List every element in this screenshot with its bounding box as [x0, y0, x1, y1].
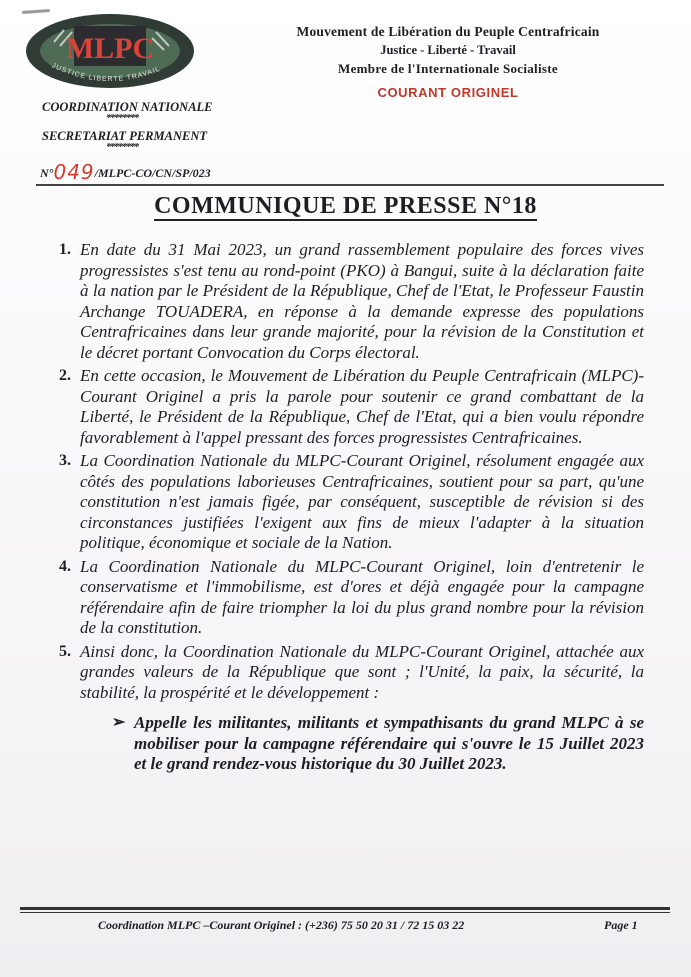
stars-divider: ******** [106, 142, 138, 153]
page-title [0, 193, 691, 220]
arrow-bullet-icon: ➢ [112, 714, 126, 731]
item-number: 1. [59, 241, 71, 258]
letterhead [238, 24, 658, 100]
current-name: COURANT ORIGINEL [377, 85, 519, 100]
secretariat-label: SECRETARIAT PERMANENT [42, 129, 207, 143]
call-to-action [112, 713, 644, 775]
item-text: En cette occasion, le Mouvement de Libération du Peuple Centrafricain (MLPC)-Courant Originel a pris la parole pour soutenir ce grand combattant de la Liberté, le Président de la République, Chef de l'Etat, qui a bien voulu répondre favorablement à l'appel pressant des forces progressistes Centrafricaines. [80, 366, 644, 447]
list-item [59, 240, 644, 363]
motto: Justice - Liberté - Travail [380, 43, 516, 57]
page-number: Page 1 [604, 918, 638, 932]
title-text: COMMUNIQUE DE PRESSE N°18 [154, 193, 537, 219]
call-to-action-text: Appelle les militantes, militants et sympathisants du grand MLPC à se mobiliser pour la campagne référendaire qui s'ouvre le 15 Juillet 2023 et le grand rendez-vous historique du 30 Juillet 2023. [134, 713, 644, 773]
mlpc-logo [24, 12, 196, 90]
membership: Membre de l'Internationale Socialiste [338, 61, 558, 76]
stars-divider: ******** [106, 113, 138, 124]
item-number: 4. [59, 557, 71, 575]
ref-prefix: N° [40, 166, 54, 180]
logo-text: MLPC [65, 32, 155, 65]
logo-ring-text: JUSTICE LIBERTE TRAVAIL [50, 62, 162, 84]
list-item [59, 366, 644, 448]
organization-name: Mouvement de Libération du Peuple Centrafricain [296, 24, 600, 39]
footer-divider [20, 907, 670, 910]
reference-number [40, 158, 211, 182]
item-text: La Coordination Nationale du MLPC-Courant Originel, loin d'entretenir le conservatisme et l'immobilisme, est d'ores et déjà engagée pour la campagne référendaire afin de faire triompher la loi du plus grand nombre pour la révision de la constitution. [80, 556, 644, 637]
item-text: En date du 31 Mai 2023, un grand rassemblement populaire des forces vives progressistes s'est tenu au rond-point (PKO) à Bangui, suite à la déclaration faite à la nation par le Président de la République, Chef de l'Etat, le Professeur Faustin Archange TOUADERA, en réponse à la demande expresse des populations Centrafricaines dans leur grande majorité, pour la révision de la Constitution et le décret portant Convocation du Corps électoral. [80, 240, 644, 362]
coordination-label: COORDINATION NATIONALE [42, 100, 213, 114]
footer-contact: Coordination MLPC –Courant Originel : (+236) 75 50 20 31 / 72 15 03 22 [98, 918, 465, 932]
item-number: 2. [59, 367, 71, 384]
ref-handwritten-number: 049 [53, 160, 95, 184]
press-release-body [59, 240, 644, 775]
ref-suffix: /MLPC-CO/CN/SP/023 [94, 166, 211, 180]
item-number: 5. [59, 642, 71, 660]
list-item [59, 641, 644, 704]
coordination-block [42, 100, 252, 152]
header-divider [36, 184, 664, 186]
item-text: La Coordination Nationale du MLPC-Courant Originel, résolument engagée aux côtés des populations laborieuses Centrafricaines, soutient pour sa part, qu'une constitution n'est jamais figée, par conséquent, susceptible de révision si des circonstances justifiées l'exigent aux fins de mieux l'adapter à la situation politique, économique et sociale de la Nation. [80, 451, 644, 552]
item-number: 3. [59, 452, 71, 469]
list-item [59, 556, 644, 639]
list-item [59, 451, 644, 554]
item-text: Ainsi donc, la Coordination Nationale du MLPC-Courant Originel, attachée aux grandes valeurs de la République que sont ; l'Unité, la paix, la sécurité, la stabilité, la prospérité et le développement : [80, 641, 644, 702]
footer-divider-thin [20, 912, 670, 913]
